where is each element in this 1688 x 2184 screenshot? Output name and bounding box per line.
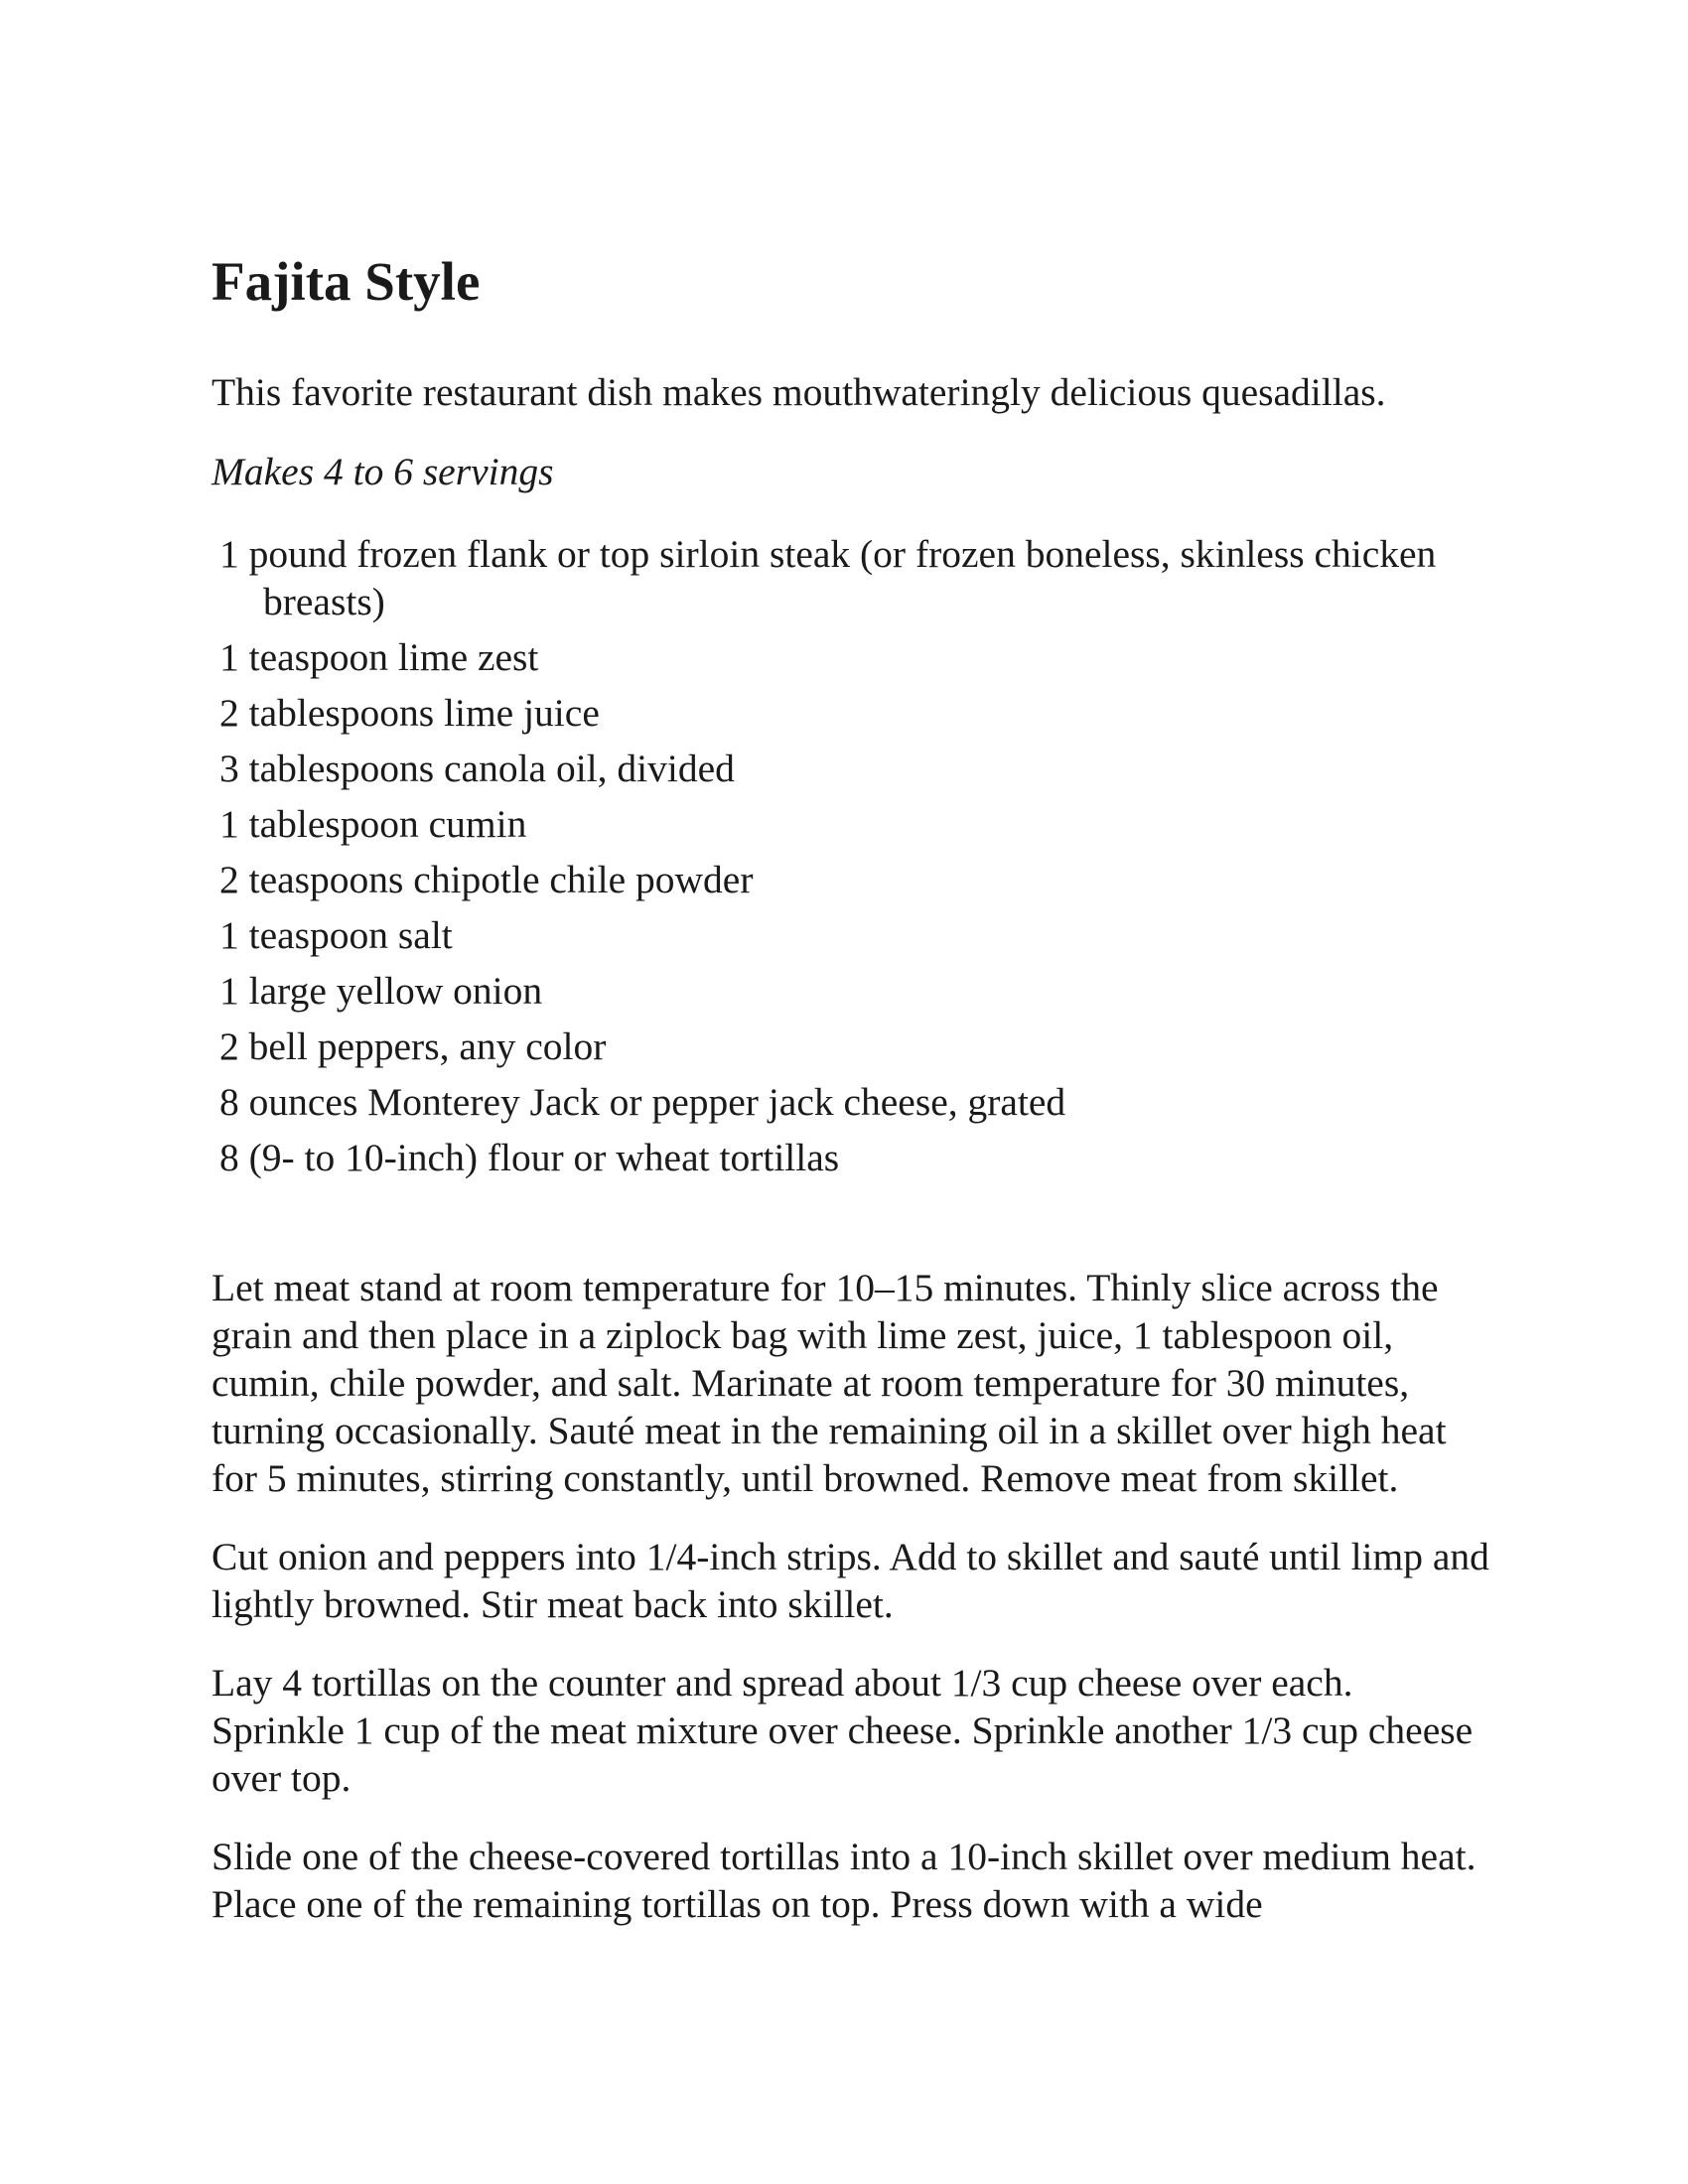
recipe-page bbox=[211, 248, 1492, 1959]
ingredient-item: 8 ounces Monterey Jack or pepper jack cheese, grated bbox=[219, 1080, 1066, 1124]
ingredient-item: 3 tablespoons canola oil, divided bbox=[219, 747, 735, 790]
direction-step: Let meat stand at room temperature for 10–15 minutes. Thinly slice across the grain and then place in a ziplock bag with lime zest, juice, 1 tablespoon oil, cumin, chile powder, and salt. Marinate at room temperature for 30 minutes, turning occasionally. Sauté meat in the remaining oil in a skillet over high heat for 5 minutes, stirring constantly, until browned. Remove meat from skillet. bbox=[211, 1266, 1447, 1500]
ingredient-item: 1 pound frozen flank or top sirloin steak (or frozen boneless, skinless chicken breasts) bbox=[219, 532, 1437, 623]
recipe-yield: Makes 4 to 6 servings bbox=[211, 450, 554, 493]
ingredient-item: 1 large yellow onion bbox=[219, 969, 543, 1013]
direction-step: Cut onion and peppers into 1/4-inch strips. Add to skillet and sauté until limp and lightly browned. Stir meat back into skillet. bbox=[211, 1535, 1489, 1626]
ingredient-item: 2 bell peppers, any color bbox=[219, 1024, 607, 1068]
ingredient-item: 2 teaspoons chipotle chile powder bbox=[219, 858, 754, 901]
direction-step: Slide one of the cheese-covered tortillas into a 10-inch skillet over medium heat. Place one of the remaining tortillas on top. Press down with a wide bbox=[211, 1835, 1477, 1926]
ingredient-item: 1 tablespoon cumin bbox=[219, 802, 527, 846]
directions bbox=[211, 1264, 1492, 1928]
ingredient-list bbox=[211, 530, 1492, 1181]
ingredient-item: 8 (9- to 10-inch) flour or wheat tortillas bbox=[219, 1136, 840, 1179]
ingredient-item: 1 teaspoon salt bbox=[219, 913, 453, 957]
recipe-title: Fajita Style bbox=[211, 251, 481, 312]
direction-step: Lay 4 tortillas on the counter and spread about 1/3 cup cheese over each. Sprinkle 1 cup of the meat mixture over cheese. Sprinkle another 1/3 cup cheese over top. bbox=[211, 1661, 1474, 1800]
recipe-intro: This favorite restaurant dish makes mouthwateringly delicious quesadillas. bbox=[211, 370, 1386, 414]
ingredient-item: 2 tablespoons lime juice bbox=[219, 691, 600, 735]
ingredient-item: 1 teaspoon lime zest bbox=[219, 635, 539, 679]
